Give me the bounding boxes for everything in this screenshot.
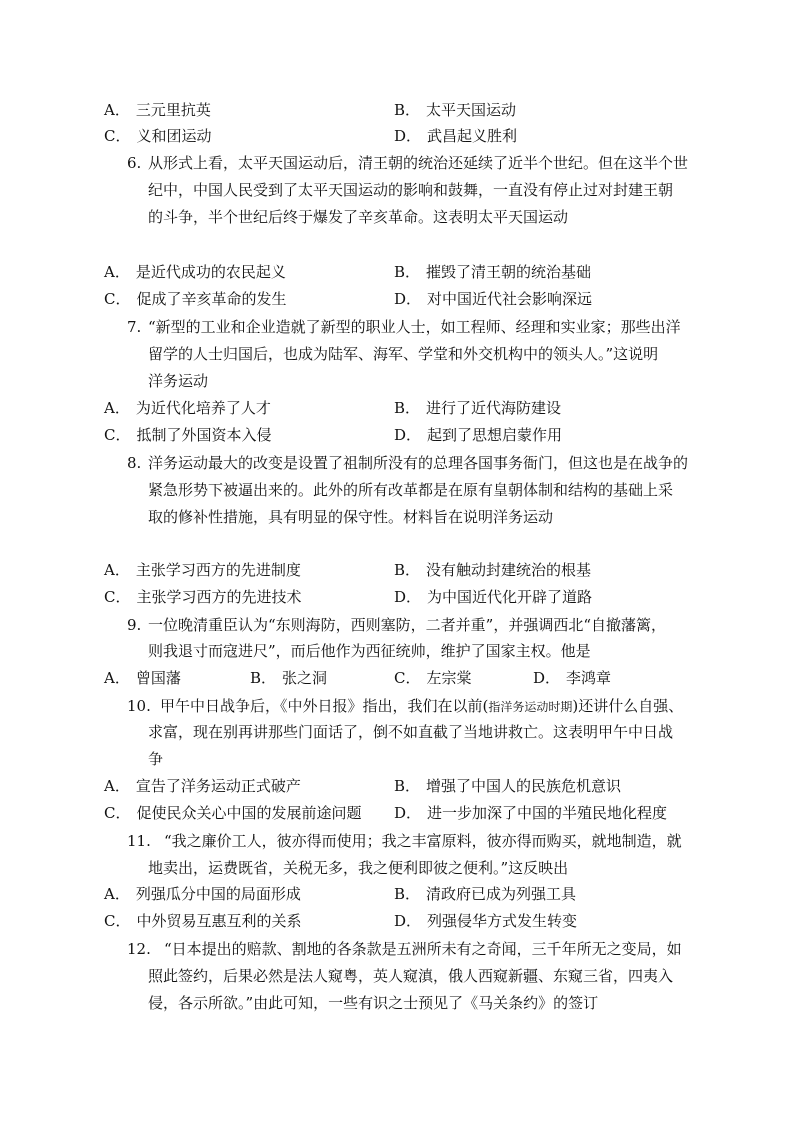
- option-text: 张之洞: [282, 669, 328, 687]
- option-text: 为中国近代化开辟了道路: [427, 588, 593, 606]
- q8-option-b[interactable]: [394, 560, 591, 580]
- option-letter: B．: [250, 669, 277, 687]
- q8-line-1: 洋务运动最大的改变是设置了祖制所没有的总理各国事务衙门，但这也是在战争的: [148, 454, 689, 472]
- q10-note: 指洋务运动时期: [488, 700, 573, 714]
- q11-line-2: 地卖出，运费既省，关税无多，我之便利即彼之便利。”这反映出: [148, 859, 569, 877]
- q10-line-2: 求富，现在别再讲那些门面话了，倒不如直截了当地讲救亡。这表明甲午中日战: [148, 723, 674, 741]
- option-text: 抵制了外国资本入侵: [136, 426, 272, 444]
- option-text: 义和团运动: [136, 127, 212, 145]
- option-text: 太平天国运动: [426, 101, 517, 119]
- q6-option-a[interactable]: [104, 262, 286, 282]
- q6-option-b[interactable]: [394, 262, 591, 282]
- option-letter: A．: [104, 561, 130, 579]
- q9-option-a[interactable]: [104, 668, 181, 688]
- option-letter: A．: [104, 263, 130, 281]
- q12-line-3: 侵，各示所欲。”由此可知，一些有识之士预见了《马关条约》的签订: [148, 994, 599, 1012]
- q11-option-c[interactable]: [104, 911, 302, 931]
- option-letter: C．: [104, 912, 131, 930]
- q7-line-1: “新型的工业和企业造就了新型的职业人士，如工程师、经理和实业家；那些出洋: [148, 318, 681, 336]
- option-text: 促成了辛亥革命的发生: [136, 290, 287, 308]
- option-text: 进一步加深了中国的半殖民地化程度: [427, 804, 668, 822]
- option-letter: B．: [394, 101, 421, 119]
- question-number: 12.: [127, 940, 151, 958]
- q5-option-a[interactable]: [104, 100, 211, 120]
- q5-option-d[interactable]: [394, 126, 517, 146]
- option-text: 宣告了洋务运动正式破产: [135, 777, 301, 795]
- option-letter: A．: [104, 669, 130, 687]
- question-number: 6.: [127, 154, 142, 172]
- option-text: 主张学习西方的先进制度: [135, 561, 301, 579]
- option-text: 李鸿章: [566, 669, 612, 687]
- q10-option-b[interactable]: [394, 776, 621, 796]
- option-letter: A．: [104, 885, 130, 903]
- option-letter: D．: [533, 669, 561, 687]
- option-letter: B．: [394, 399, 421, 417]
- q9-option-d[interactable]: [533, 668, 611, 688]
- q11-option-a[interactable]: [104, 884, 301, 904]
- q7-option-b[interactable]: [394, 398, 561, 418]
- option-letter: A．: [104, 399, 130, 417]
- q10-line-1-pre: 甲午中日战争后，《中外日报》指出，我们在以前(: [160, 697, 489, 715]
- option-text: 进行了近代海防建设: [426, 399, 562, 417]
- option-letter: B．: [394, 777, 421, 795]
- q8-line-3: 取的修补性措施，具有明显的保守性。材料旨在说明洋务运动: [148, 508, 554, 526]
- q7-line-3: 洋务运动: [148, 372, 209, 390]
- option-text: 中外贸易互惠互利的关系: [136, 912, 302, 930]
- option-letter: D．: [394, 426, 422, 444]
- option-text: 列强侵华方式发生转变: [427, 912, 578, 930]
- option-text: 列强瓜分中国的局面形成: [135, 885, 301, 903]
- q10-option-c[interactable]: [104, 803, 362, 823]
- option-letter: C．: [104, 804, 131, 822]
- option-letter: C．: [104, 426, 131, 444]
- q7-line-2: 留学的人士归国后，也成为陆军、海军、学堂和外交机构中的领头人。”这说明: [148, 345, 659, 363]
- option-letter: D．: [394, 588, 422, 606]
- q11-option-b[interactable]: [394, 884, 576, 904]
- q8-option-a[interactable]: [104, 560, 301, 580]
- q10-option-d[interactable]: [394, 803, 667, 823]
- q12-line-1: “日本提出的赔款、割地的各条款是五洲所未有之奇闻，三千年所无之变局，如: [164, 940, 682, 958]
- q9-line-2: 则我退寸而寇进尺”，而后他作为西征统帅，维护了国家主权。他是: [148, 642, 591, 660]
- option-text: 为近代化培养了人才: [135, 399, 271, 417]
- option-text: 武昌起义胜利: [427, 127, 518, 145]
- option-text: 没有触动封建统治的根基: [426, 561, 592, 579]
- option-text: 主张学习西方的先进技术: [136, 588, 302, 606]
- q7-option-c[interactable]: [104, 425, 272, 445]
- q5-option-c[interactable]: [104, 126, 212, 146]
- q10-line-1-post: )还讲什么自强、: [572, 697, 684, 715]
- q7-option-a[interactable]: [104, 398, 271, 418]
- q7-option-d[interactable]: [394, 425, 562, 445]
- q9-option-b[interactable]: [250, 668, 327, 688]
- q6-option-c[interactable]: [104, 289, 287, 309]
- option-letter: C．: [104, 127, 131, 145]
- question-number: 9.: [127, 616, 142, 634]
- q8-line-2: 紧急形势下被逼出来的。此外的所有改革都是在原有皇朝体制和结构的基础上采: [148, 481, 674, 499]
- q6-option-d[interactable]: [394, 289, 592, 309]
- option-letter: B．: [394, 263, 421, 281]
- q9-option-c[interactable]: [394, 668, 472, 688]
- q12-line-2: 照此签约，后果必然是法人窥粤，英人窥滇，俄人西窥新疆、东窥三省，四夷入: [148, 967, 674, 985]
- q5-option-b[interactable]: [394, 100, 516, 120]
- option-text: 三元里抗英: [135, 101, 211, 119]
- option-letter: D．: [394, 804, 422, 822]
- q6-line-3: 的斗争，半个世纪后终于爆发了辛亥革命。这表明太平天国运动: [148, 208, 569, 226]
- option-letter: D．: [394, 127, 422, 145]
- option-letter: C．: [104, 290, 131, 308]
- option-text: 增强了中国人的民族危机意识: [426, 777, 622, 795]
- q6-line-1: 从形式上看，太平天国运动后，清王朝的统治还延续了近半个世纪。但在这半个世: [148, 154, 689, 172]
- option-letter: A．: [104, 777, 130, 795]
- option-text: 是近代成功的农民起义: [135, 263, 286, 281]
- question-number: 11.: [127, 832, 151, 850]
- option-letter: D．: [394, 912, 422, 930]
- q8-option-c[interactable]: [104, 587, 302, 607]
- option-letter: A．: [104, 101, 130, 119]
- option-letter: C．: [104, 588, 131, 606]
- q10-option-a[interactable]: [104, 776, 301, 796]
- option-text: 左宗棠: [426, 669, 472, 687]
- question-number: 7.: [127, 318, 142, 336]
- q10-line-1: [160, 696, 683, 716]
- option-text: 对中国近代社会影响深远: [427, 290, 593, 308]
- question-number: 10.: [127, 697, 151, 715]
- option-letter: B．: [394, 885, 421, 903]
- q8-option-d[interactable]: [394, 587, 592, 607]
- option-letter: D．: [394, 290, 422, 308]
- option-text: 摧毁了清王朝的统治基础: [426, 263, 592, 281]
- option-text: 清政府已成为列强工具: [426, 885, 577, 903]
- q11-option-d[interactable]: [394, 911, 577, 931]
- option-text: 曾国藩: [135, 669, 181, 687]
- question-number: 8.: [127, 454, 142, 472]
- option-text: 起到了思想启蒙作用: [427, 426, 563, 444]
- q10-line-3: 争: [148, 750, 164, 768]
- q9-line-1: 一位晚清重臣认为“东则海防，西则塞防，二者并重”，并强调西北“自撤藩篱，: [148, 616, 667, 634]
- option-text: 促使民众关心中国的发展前途问题: [136, 804, 362, 822]
- q6-line-2: 纪中，中国人民受到了太平天国运动的影响和鼓舞，一直没有停止过对封建王朝: [148, 181, 674, 199]
- q11-line-1: “我之廉价工人，彼亦得而使用；我之丰富原料，彼亦得而购买，就地制造，就: [164, 832, 682, 850]
- option-letter: C．: [394, 669, 421, 687]
- option-letter: B．: [394, 561, 421, 579]
